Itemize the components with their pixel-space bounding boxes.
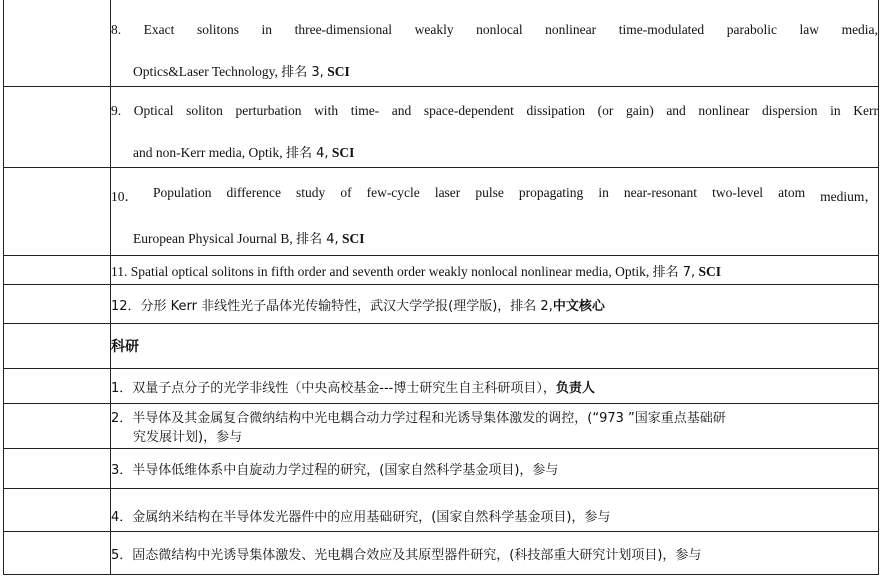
paper-12	[111, 285, 879, 324]
cv-table	[3, 0, 879, 575]
table-row	[4, 324, 879, 369]
paper-9	[111, 87, 879, 168]
empty-cell	[4, 285, 111, 324]
research-heading: 科研	[111, 339, 139, 355]
paper-10-line1: 10． Population difference study of few-cycle laser pulse propagating in near-resonant two-level atom medium，	[111, 185, 878, 204]
table-row	[4, 449, 879, 489]
empty-cell	[4, 256, 111, 285]
project-1: 1．双量子点分子的光学非线性（中央高校基金---博士研究生自主科研项目），负责人	[111, 369, 879, 404]
empty-cell	[4, 489, 111, 532]
table-row	[4, 404, 879, 449]
table-row	[4, 256, 879, 285]
project-5: 5．固态微结构中光诱导集体激发、光电耦合效应及其原型器件研究，(科技部重大研究计划项目)，参与	[111, 532, 879, 575]
empty-cell	[4, 404, 111, 449]
empty-cell	[4, 449, 111, 489]
empty-cell	[4, 168, 111, 256]
paper-8	[111, 0, 879, 87]
empty-cell	[4, 87, 111, 168]
project-3: 3．半导体低维体系中自旋动力学过程的研究，(国家自然科学基金项目)，参与	[111, 449, 879, 489]
table-row	[4, 87, 879, 168]
research-heading-cell	[111, 324, 879, 369]
table-row	[4, 285, 879, 324]
paper-11	[111, 256, 879, 285]
paper-11-line1: 11. Spatial optical solitons in fifth order and seventh order weakly nonlocal nonlinear media, Optik, 排名 7, SCI	[111, 263, 722, 280]
empty-cell	[4, 324, 111, 369]
paper-8-line2: Optics&Laser Technology, 排名 3, SCI	[133, 64, 350, 80]
table-row	[4, 168, 879, 256]
paper-8-line1: 8. Exact solitons in three-dimensional weakly nonlocal nonlinear time-modulated parabolic law media,	[111, 22, 878, 37]
paper-9-line2: and non-Kerr media, Optik, 排名 4, SCI	[133, 145, 355, 161]
paper-12-line1: 12．分形 Kerr 非线性光子晶体光传输特性，武汉大学学报(理学版)，排名 2,中文核心	[111, 298, 605, 314]
empty-cell	[4, 0, 111, 87]
empty-cell	[4, 532, 111, 575]
table-row	[4, 489, 879, 532]
table-row	[4, 369, 879, 404]
project-4: 4．金属纳米结构在半导体发光器件中的应用基础研究，(国家自然科学基金项目)，参与	[111, 489, 879, 532]
paper-10	[111, 168, 879, 256]
paper-9-line1: 9. Optical soliton perturbation with time- and space-dependent dissipation (or gain) and nonlinear dispersion in Kerr	[111, 103, 878, 118]
empty-cell	[4, 369, 111, 404]
table-row	[4, 0, 879, 87]
table-row	[4, 532, 879, 575]
paper-10-line2: European Physical Journal B, 排名 4, SCI	[133, 231, 365, 247]
project-2: 2．半导体及其金属复合微纳结构中光电耦合动力学过程和光诱导集体激发的调控，(“973 ”国家重点基础研 究发展计划)，参与	[111, 404, 879, 449]
